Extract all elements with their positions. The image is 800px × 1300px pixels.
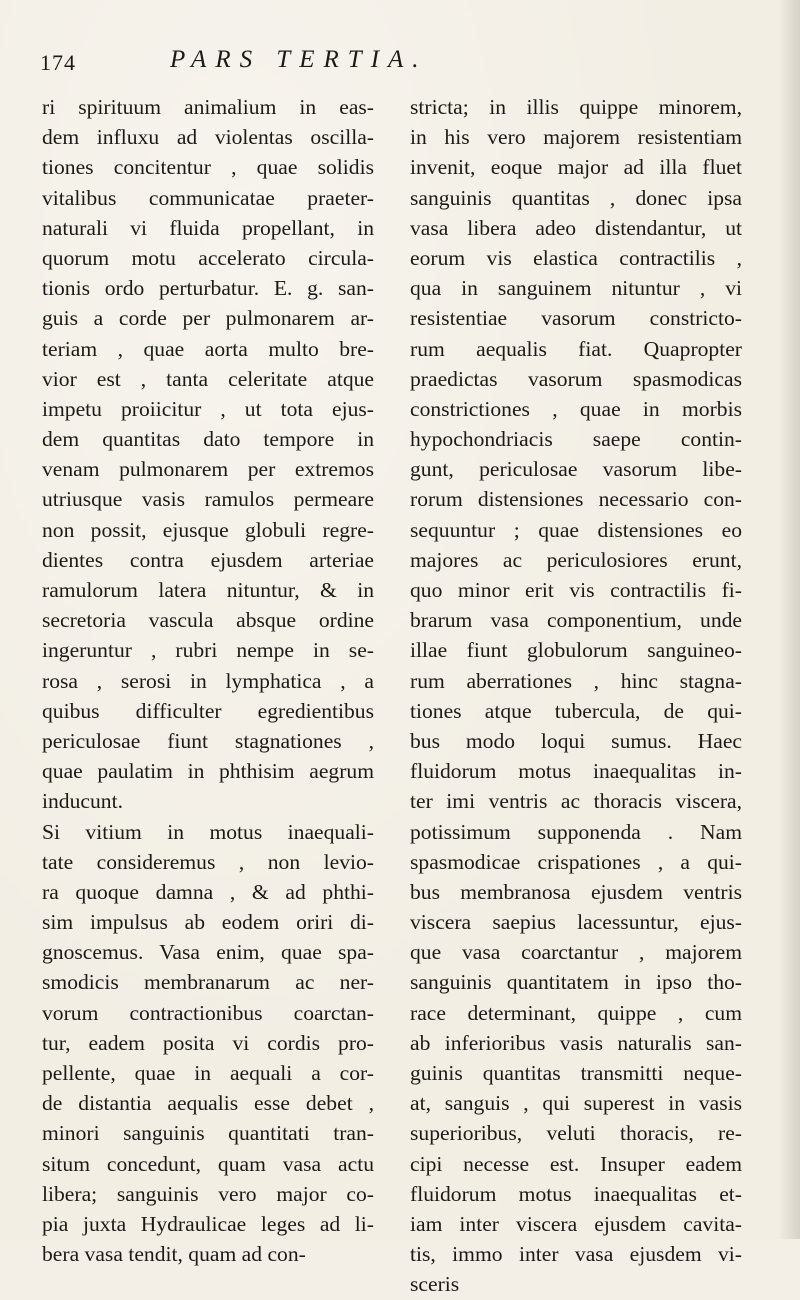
text-line: inducunt.: [42, 789, 123, 814]
text-line: sim impulsus ab eodem oriri di-: [42, 910, 374, 935]
text-line: majores ac periculosiores erunt,: [410, 547, 742, 572]
text-line: race determinant, quippe , cum: [410, 1000, 742, 1025]
text-line: eorum vis elastica contractilis ,: [410, 245, 742, 270]
text-line: dem quantitas dato tempore in: [42, 427, 374, 452]
text-line: qua in sanguinem nituntur , vi: [410, 276, 742, 301]
text-line: spasmodicae crispationes , a qui-: [410, 849, 742, 874]
text-line: sequuntur ; quae distensiones eo: [410, 517, 742, 542]
text-line: potissimum supponenda . Nam: [410, 819, 742, 844]
text-line: vitalibus communicatae praeter-: [42, 185, 374, 210]
text-line: quorum motu accelerato circula-: [42, 245, 374, 270]
text-line: tur, eadem posita vi cordis pro-: [42, 1030, 374, 1055]
text-line: ab inferioribus vasis naturalis san-: [410, 1030, 742, 1055]
text-line: sceris: [410, 1272, 460, 1297]
text-line: iam inter viscera ejusdem cavita-: [410, 1211, 742, 1236]
running-head: PARS TERTIA.: [170, 46, 428, 73]
text-line: tiones concitentur , quae solidis: [42, 155, 374, 180]
text-line: pellente, quae in aequali a cor-: [42, 1061, 374, 1085]
text-line: praedictas vasorum spasmodicas: [410, 366, 742, 391]
text-line: invenit, eoque major ad illa fluet: [410, 155, 742, 180]
text-line: ingeruntur , rubri nempe in se-: [42, 638, 374, 663]
text-line: gunt, periculosae vasorum libe-: [410, 457, 742, 482]
text-line: guinis quantitas transmitti neque-: [410, 1061, 742, 1085]
text-line: pia juxta Hydraulicae leges ad li-: [42, 1211, 374, 1236]
text-line: venam pulmonarem per extremos: [42, 457, 374, 482]
text-line: hypochondriacis saepe contin-: [410, 427, 742, 452]
text-line: dem influxu ad violentas oscilla-: [42, 125, 374, 150]
text-line: viscera saepius lacessuntur, ejus-: [410, 910, 742, 935]
text-line: dientes contra ejusdem arteriae: [42, 547, 374, 572]
text-line: rorum distensiones necessario con-: [410, 487, 742, 512]
text-line: non possit, ejusque globuli regre-: [42, 517, 374, 542]
text-line: smodicis membranarum ac ner-: [42, 970, 374, 995]
text-line: in his vero majorem resistentiam: [410, 125, 742, 150]
text-line: vorum contractionibus coarctan-: [42, 1000, 374, 1025]
text-line: tionis ordo perturbatur. E. g. san-: [42, 276, 374, 301]
text-line: teriam , quae aorta multo bre-: [42, 336, 374, 361]
text-line: secretoria vascula absque ordine: [42, 608, 374, 633]
text-line: fluidorum motus inaequalitas et-: [410, 1181, 742, 1206]
text-line: guis a corde per pulmonarem ar-: [42, 306, 374, 331]
text-line: sanguinis quantitas , donec ipsa: [410, 185, 742, 210]
text-line: ter imi ventris ac thoracis viscera,: [410, 789, 742, 814]
text-line: tis, immo inter vasa ejusdem vi-: [410, 1242, 742, 1267]
text-line: constrictiones , quae in morbis: [410, 396, 742, 421]
text-line: at, sanguis , qui superest in vasis: [410, 1091, 742, 1116]
text-line: rum aequalis fiat. Quapropter: [410, 336, 742, 361]
text-line: resistentiae vasorum constricto-: [410, 306, 742, 331]
text-line: utriusque vasis ramulos permeare: [42, 487, 374, 512]
text-line: stricta; in illis quippe minorem,: [410, 95, 742, 119]
text-line: bus membranosa ejusdem ventris: [410, 879, 742, 904]
text-line: naturali vi fluida propellant, in: [42, 215, 374, 240]
text-line: cipi necesse est. Insuper eadem: [410, 1151, 742, 1176]
text-line: quibus difficulter egredientibus: [42, 698, 374, 723]
text-line: rum aberrationes , hinc stagna-: [410, 668, 742, 693]
text-line: minori sanguinis quantitati tran-: [42, 1121, 374, 1146]
page-header: [40, 46, 760, 86]
left-text-column: [42, 92, 374, 1267]
text-line: bera vasa tendit, quam ad con-: [42, 1242, 306, 1267]
text-line: ra quoque damna , & ad phthi-: [42, 879, 374, 904]
text-line: rosa , serosi in lymphatica , a: [42, 668, 374, 693]
text-line: libera; sanguinis vero major co-: [42, 1181, 374, 1206]
text-line: ramulorum latera nituntur, & in: [42, 578, 374, 602]
text-line: ri spirituum animalium in eas-: [42, 95, 374, 119]
text-line: bus modo loqui sumus. Haec: [410, 728, 742, 753]
text-line: sanguinis quantitatem in ipso tho-: [410, 970, 742, 995]
text-line: vasa libera adeo distendantur, ut: [410, 215, 742, 240]
text-line: illae fiunt globulorum sanguineo-: [410, 638, 742, 663]
text-line: situm concedunt, quam vasa actu: [42, 1151, 374, 1176]
text-line: fluidorum motus inaequalitas in-: [410, 759, 742, 784]
text-line: gnoscemus. Vasa enim, quae spa-: [42, 940, 374, 965]
page-number: 174: [40, 50, 76, 75]
text-line: quo minor erit vis contractilis fi-: [410, 578, 742, 602]
text-line: superioribus, veluti thoracis, re-: [410, 1121, 742, 1146]
text-line: periculosae fiunt stagnationes ,: [42, 728, 374, 753]
text-line: tate consideremus , non levio-: [42, 849, 374, 874]
text-line: de distantia aequalis esse debet ,: [42, 1091, 374, 1116]
text-line: Si vitium in motus inaequali-: [42, 819, 374, 844]
text-line: que vasa coarctantur , majorem: [410, 940, 742, 965]
text-line: brarum vasa componentium, unde: [410, 608, 742, 633]
page-edge-shadow: [778, 0, 800, 1239]
text-line: vior est , tanta celeritate atque: [42, 366, 374, 391]
text-line: impetu proiicitur , ut tota ejus-: [42, 396, 374, 421]
text-line: tiones atque tubercula, de qui-: [410, 698, 742, 723]
text-line: quae paulatim in phthisim aegrum: [42, 759, 374, 784]
right-text-column: [410, 92, 742, 1297]
